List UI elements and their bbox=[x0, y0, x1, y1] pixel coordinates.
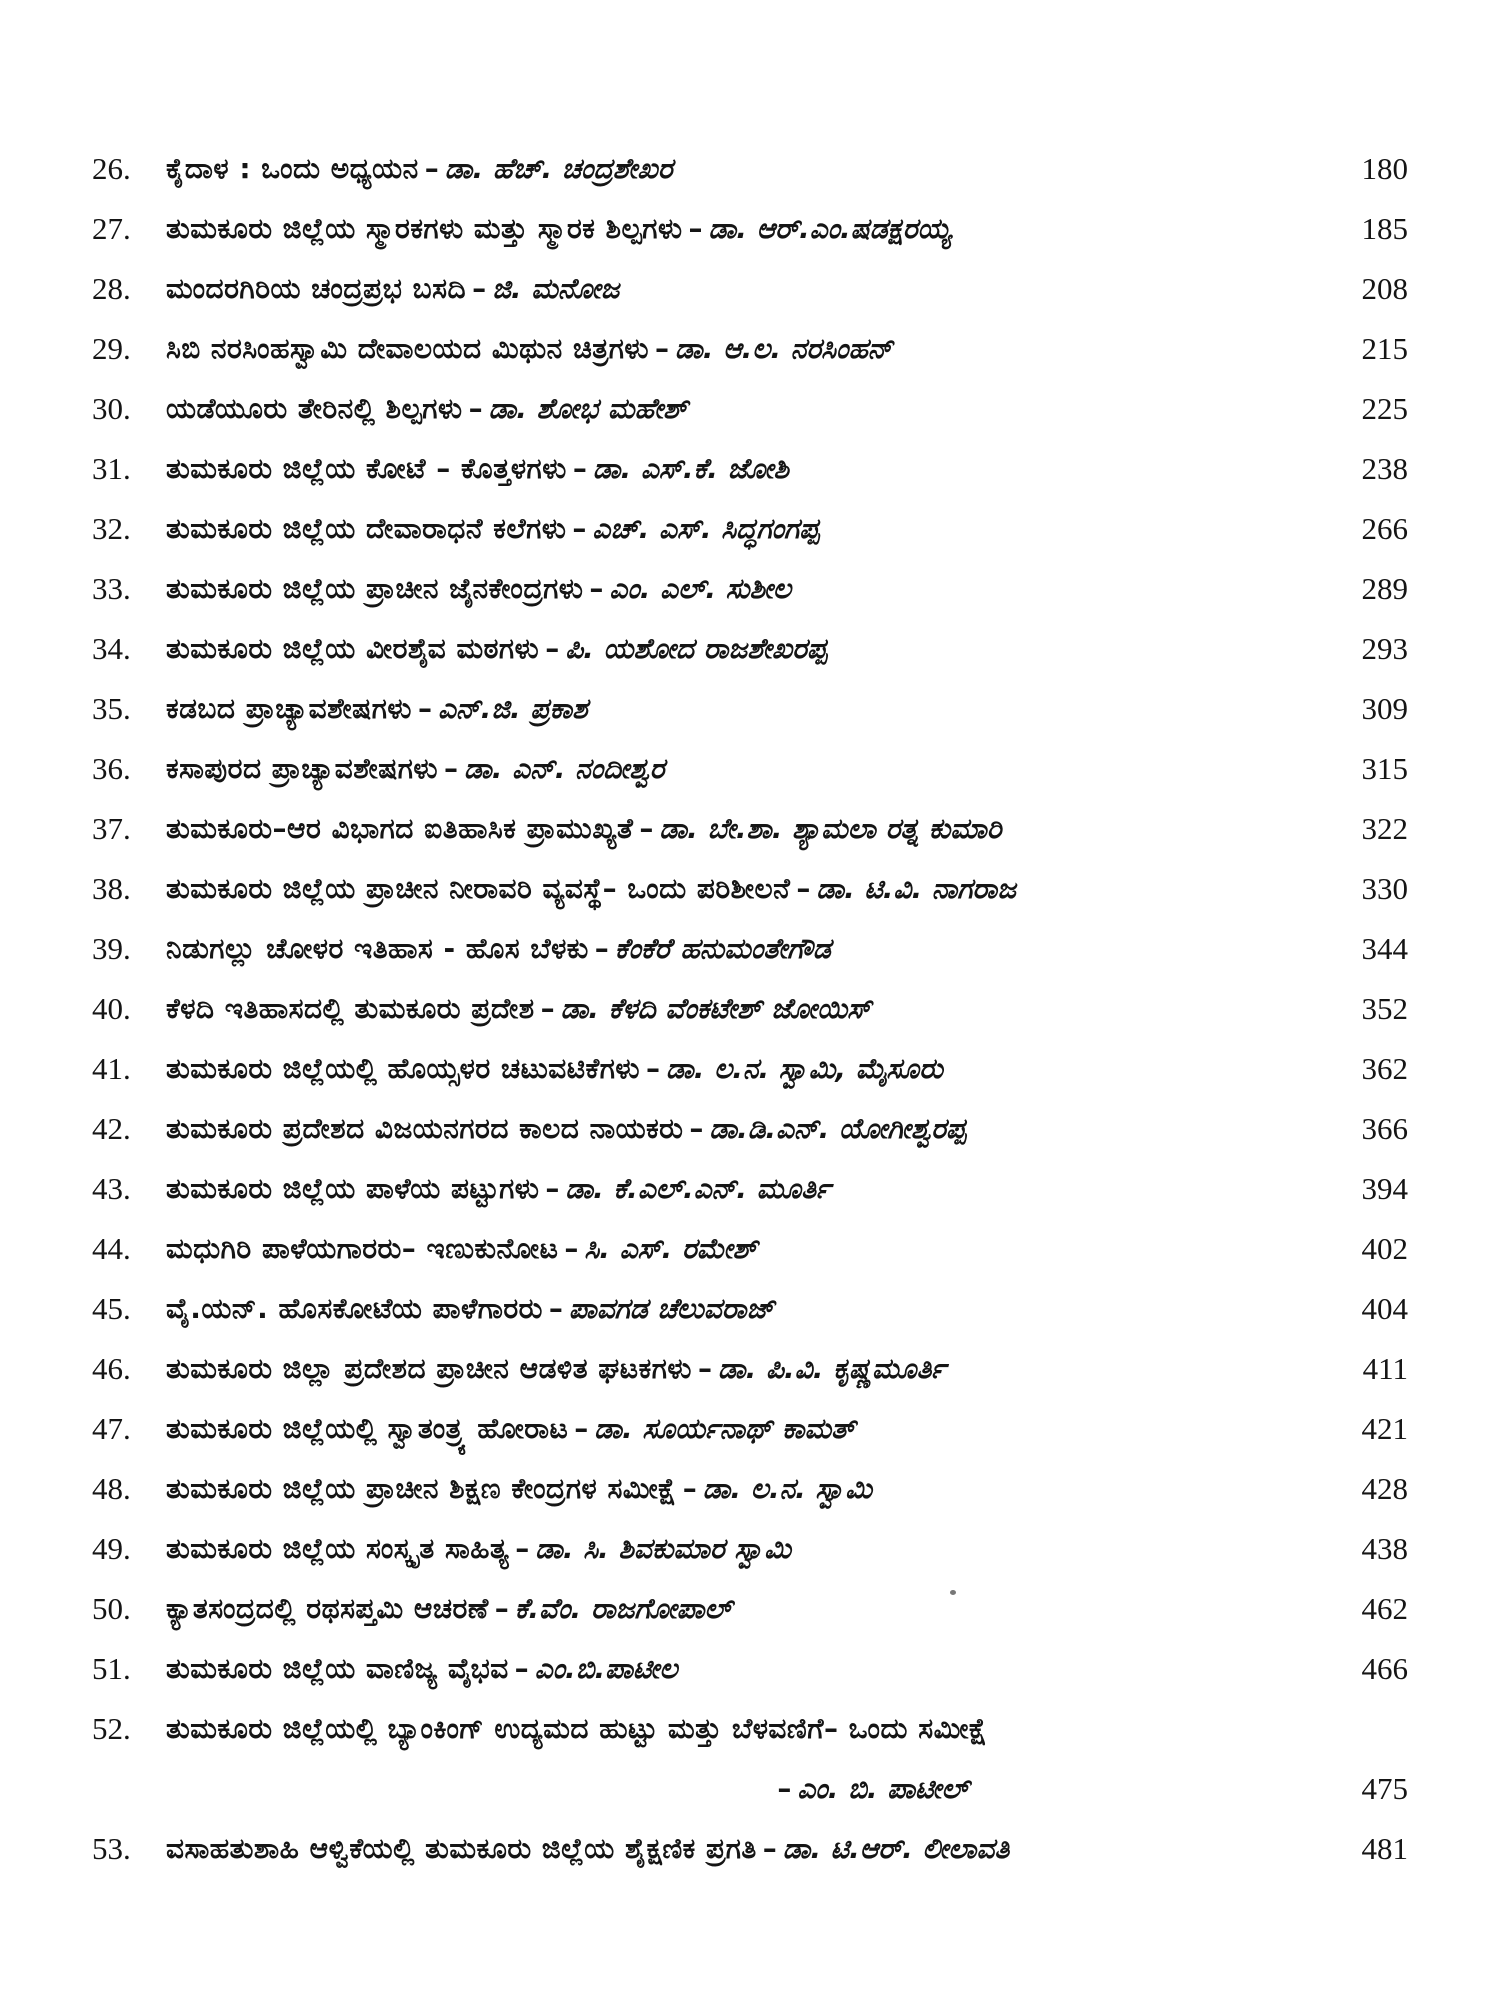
entry-title: ತುಮಕೂರು ಜಿಲ್ಲೆಯ ಸ್ಮಾರಕಗಳು ಮತ್ತು ಸ್ಮಾರಕ ಶಿಲ್ಪಗಳು bbox=[166, 212, 683, 245]
toc-entry bbox=[0, 1639, 1500, 1699]
toc-entry bbox=[0, 379, 1500, 439]
entry-number: 52. bbox=[92, 1711, 131, 1746]
entry-page-number: 215 bbox=[1361, 331, 1408, 366]
toc-entry bbox=[0, 919, 1500, 979]
entry-page-number: 309 bbox=[1361, 691, 1408, 726]
entry-number: 39. bbox=[92, 931, 131, 966]
toc-entry-52 bbox=[0, 1699, 1500, 1759]
entry-page-number: 238 bbox=[1361, 451, 1408, 486]
entry-page-number: 404 bbox=[1361, 1291, 1408, 1326]
entry-author: ಡಾ. ಶೋಭ ಮಹೇಶ್ bbox=[488, 392, 688, 425]
entry-page-number: 402 bbox=[1361, 1231, 1408, 1266]
toc-entry bbox=[0, 139, 1500, 199]
entry-number: 33. bbox=[92, 571, 131, 606]
entry-author: ಎನ್.ಜಿ. ಪ್ರಕಾಶ bbox=[437, 692, 588, 725]
entry-author: ಡಾ. ಲ.ನ. ಸ್ವಾಮಿ, ಮೈಸೂರು bbox=[666, 1052, 943, 1085]
entry-author: ಡಾ. ಟಿ.ಆರ್. ಲೀಲಾವತಿ bbox=[782, 1832, 1010, 1865]
toc-entry-53 bbox=[0, 1819, 1500, 1879]
entry-author: ಡಾ. ಕೆ.ಎಲ್.ಎನ್. ಮೂರ್ತಿ bbox=[565, 1172, 831, 1205]
entry-page-number: 475 bbox=[1361, 1771, 1408, 1806]
toc-entry bbox=[0, 1399, 1500, 1459]
entry-separator: – bbox=[777, 1772, 792, 1805]
entry-page-number: 466 bbox=[1361, 1651, 1408, 1686]
entry-title: ಮಧುಗಿರಿ ಪಾಳೆಯಗಾರರು– ಇಣುಕುನೋಟ bbox=[166, 1232, 559, 1265]
entry-title: ವಸಾಹತುಶಾಹಿ ಆಳ್ವಿಕೆಯಲ್ಲಿ ತುಮಕೂರು ಜಿಲ್ಲೆಯ ಶೈಕ್ಷಣಿಕ ಪ್ರಗತಿ bbox=[166, 1832, 757, 1865]
entry-author: ಎಂ. ಎಲ್. ಸುಶೀಲ bbox=[609, 572, 792, 605]
entry-separator: – bbox=[472, 272, 487, 305]
toc-entry bbox=[0, 1519, 1500, 1579]
entry-title: ಕಡಬದ ಪ್ರಾಚ್ಯಾವಶೇಷಗಳು bbox=[166, 692, 412, 725]
entry-separator: – bbox=[572, 512, 587, 545]
toc-entry bbox=[0, 1219, 1500, 1279]
entry-number: 28. bbox=[92, 271, 131, 306]
toc-entry bbox=[0, 619, 1500, 679]
entry-title: ಮಂದರಗಿರಿಯ ಚಂದ್ರಪ್ರಭ ಬಸದಿ bbox=[166, 272, 467, 305]
toc-entry bbox=[0, 1159, 1500, 1219]
entry-number: 45. bbox=[92, 1291, 131, 1326]
entry-author: ಡಾ. ಲ.ನ. ಸ್ವಾಮಿ bbox=[702, 1472, 873, 1505]
entry-title: ತುಮಕೂರು ಜಿಲ್ಲೆಯ ದೇವಾರಾಧನೆ ಕಲೆಗಳು bbox=[166, 512, 567, 545]
entry-number: 32. bbox=[92, 511, 131, 546]
entry-title: ಯಡೆಯೂರು ತೇರಿನಲ್ಲಿ ಶಿಲ್ಪಗಳು bbox=[166, 392, 463, 425]
entry-number: 44. bbox=[92, 1231, 131, 1266]
entry-page-number: 428 bbox=[1361, 1471, 1408, 1506]
entry-title: ತುಮಕೂರು ಜಿಲ್ಲೆಯ ಪ್ರಾಚೀನ ಜೈನಕೇಂದ್ರಗಳು bbox=[166, 572, 584, 605]
entry-title: ತುಮಕೂರು ಜಿಲ್ಲೆಯ ಪಾಳೆಯ ಪಟ್ಟುಗಳು bbox=[166, 1172, 540, 1205]
entry-title: ಕೆಳದಿ ಇತಿಹಾಸದಲ್ಲಿ ತುಮಕೂರು ಪ್ರದೇಶ bbox=[166, 992, 535, 1025]
entry-author: ಡಾ.ಡಿ.ಎನ್. ಯೋಗೀಶ್ವರಪ್ಪ bbox=[709, 1112, 967, 1145]
entry-title: ಕಸಾಪುರದ ಪ್ರಾಚ್ಯಾವಶೇಷಗಳು bbox=[166, 752, 439, 785]
entry-author: ಜಿ. ಮನೋಜ bbox=[492, 272, 620, 305]
entry-separator: – bbox=[540, 992, 555, 1025]
entry-separator: – bbox=[548, 1292, 563, 1325]
entry-number: 43. bbox=[92, 1171, 131, 1206]
entry-page-number: 180 bbox=[1361, 151, 1408, 186]
entry-separator: – bbox=[697, 1352, 712, 1385]
entry-author: ಕೆ.ವೆಂ. ರಾಜಗೋಪಾಲ್ bbox=[514, 1592, 732, 1625]
entry-number: 49. bbox=[92, 1531, 131, 1566]
entry-separator: – bbox=[572, 452, 587, 485]
entry-page-number: 293 bbox=[1361, 631, 1408, 666]
entry-author: ಎಂ.ಬಿ.ಪಾಟೀಲ bbox=[534, 1652, 678, 1685]
toc-entry bbox=[0, 319, 1500, 379]
toc-entry bbox=[0, 1039, 1500, 1099]
toc-entry bbox=[0, 739, 1500, 799]
entry-author: ಡಾ. ಪಿ.ವಿ. ಕೃಷ್ಣಮೂರ್ತಿ bbox=[717, 1352, 946, 1385]
entry-number: 41. bbox=[92, 1051, 131, 1086]
toc-entry bbox=[0, 1279, 1500, 1339]
entry-title: ತುಮಕೂರು ಜಿಲ್ಲೆಯ ವೀರಶೈವ ಮಠಗಳು bbox=[166, 632, 540, 665]
entry-separator: – bbox=[564, 1232, 579, 1265]
entry-separator: – bbox=[594, 932, 609, 965]
entry-title: ತುಮಕೂರು ಜಿಲ್ಲೆಯ ವಾಣಿಜ್ಯ ವೈಭವ bbox=[166, 1652, 509, 1685]
toc-entry bbox=[0, 499, 1500, 559]
entry-title: ಕೈದಾಳ : ಒಂದು ಅಧ್ಯಯನ bbox=[166, 152, 419, 185]
entry-page-number: 462 bbox=[1361, 1591, 1408, 1626]
entry-page-number: 394 bbox=[1361, 1171, 1408, 1206]
entry-page-number: 344 bbox=[1361, 931, 1408, 966]
entry-separator: – bbox=[444, 752, 459, 785]
toc-entry bbox=[0, 859, 1500, 919]
entry-number: 47. bbox=[92, 1411, 131, 1446]
entry-author: ಪಾವಗಡ ಚೆಲುವರಾಜ್ bbox=[568, 1292, 775, 1325]
entry-title: ಕ್ಯಾತಸಂದ್ರದಲ್ಲಿ ರಥಸಪ್ತಮಿ ಆಚರಣೆ bbox=[166, 1592, 489, 1625]
entry-number: 29. bbox=[92, 331, 131, 366]
toc-entry bbox=[0, 199, 1500, 259]
entry-page-number: 185 bbox=[1361, 211, 1408, 246]
entry-title: ತುಮಕೂರು ಜಿಲ್ಲೆಯಲ್ಲಿ ಹೊಯ್ಸಳರ ಚಟುವಟಿಕೆಗಳು bbox=[166, 1052, 640, 1085]
entry-page-number: 421 bbox=[1361, 1411, 1408, 1446]
entry-separator: – bbox=[762, 1832, 777, 1865]
entry-number: 26. bbox=[92, 151, 131, 186]
entry-title: ತುಮಕೂರು ಜಿಲ್ಲೆಯ ಪ್ರಾಚೀನ ಶಿಕ್ಷಣ ಕೇಂದ್ರಗಳ ಸಮೀಕ್ಷೆ bbox=[166, 1472, 677, 1505]
entry-separator: – bbox=[514, 1652, 529, 1685]
entry-separator: – bbox=[688, 212, 703, 245]
entry-page-number: 225 bbox=[1361, 391, 1408, 426]
entry-separator: – bbox=[417, 692, 432, 725]
entry-number: 50. bbox=[92, 1591, 131, 1626]
entry-number: 51. bbox=[92, 1651, 131, 1686]
entry-separator: – bbox=[494, 1592, 509, 1625]
entry-author: ಡಾ. ಆ.ಲ. ನರಸಿಂಹನ್ bbox=[675, 332, 893, 365]
entry-author: ಡಾ. ಕೆಳದಿ ವೆಂಕಟೇಶ್ ಜೋಯಿಸ್ bbox=[560, 992, 872, 1025]
entry-separator: – bbox=[468, 392, 483, 425]
entry-title: ತುಮಕೂರು ಜಿಲ್ಲೆಯಲ್ಲಿ ಬ್ಯಾಂಕಿಂಗ್ ಉದ್ಯಮದ ಹುಟ್ಟು ಮತ್ತು ಬೆಳವಣಿಗೆ– ಒಂದು ಸಮೀಕ್ಷೆ bbox=[166, 1712, 988, 1745]
entry-separator: – bbox=[682, 1472, 697, 1505]
entry-page-number: 266 bbox=[1361, 511, 1408, 546]
entry-page-number: 352 bbox=[1361, 991, 1408, 1026]
entry-page-number: 481 bbox=[1361, 1831, 1408, 1866]
entry-author: ಎಂ. ಬಿ. ಪಾಟೀಲ್ bbox=[797, 1772, 969, 1805]
entry-title: ಸಿಬಿ ನರಸಿಂಹಸ್ವಾಮಿ ದೇವಾಲಯದ ಮಿಥುನ ಚಿತ್ರಗಳು bbox=[166, 332, 650, 365]
entry-number: 34. bbox=[92, 631, 131, 666]
entry-separator: – bbox=[639, 812, 654, 845]
entry-number: 35. bbox=[92, 691, 131, 726]
toc-entry bbox=[0, 1099, 1500, 1159]
entry-page-number: 411 bbox=[1362, 1351, 1408, 1386]
entry-page-number: 362 bbox=[1361, 1051, 1408, 1086]
entry-number: 42. bbox=[92, 1111, 131, 1146]
entry-number: 31. bbox=[92, 451, 131, 486]
entry-separator: – bbox=[545, 632, 560, 665]
entry-author: ಡಾ. ಆರ್.ಎಂ.ಷಡಕ್ಷರಯ್ಯ bbox=[708, 212, 952, 245]
entry-number: 37. bbox=[92, 811, 131, 846]
entry-author: ಡಾ. ಎನ್. ನಂದೀಶ್ವರ bbox=[464, 752, 665, 785]
entry-separator: – bbox=[515, 1532, 530, 1565]
entry-number: 36. bbox=[92, 751, 131, 786]
print-speck bbox=[950, 1590, 956, 1595]
toc-entry bbox=[0, 679, 1500, 739]
toc-entry bbox=[0, 799, 1500, 859]
entry-number: 27. bbox=[92, 211, 131, 246]
entry-title: ತುಮಕೂರು–ಆರ ವಿಭಾಗದ ಐತಿಹಾಸಿಕ ಪ್ರಾಮುಖ್ಯತೆ bbox=[166, 812, 634, 845]
entry-author: ಡಾ. ಎಸ್.ಕೆ. ಜೋಶಿ bbox=[592, 452, 789, 485]
entry-page-number: 208 bbox=[1361, 271, 1408, 306]
entry-number: 46. bbox=[92, 1351, 131, 1386]
entry-author: ಡಾ. ಬೇ.ಶಾ. ಶ್ಯಾಮಲಾ ರತ್ನ ಕುಮಾರಿ bbox=[659, 812, 1002, 845]
entry-author: ಡಾ. ಸಿ. ಶಿವಕುಮಾರ ಸ್ವಾಮಿ bbox=[535, 1532, 791, 1565]
entry-title: ತುಮಕೂರು ಜಿಲ್ಲೆಯ ಪ್ರಾಚೀನ ನೀರಾವರಿ ವ್ಯವಸ್ಥೆ– ಒಂದು ಪರಿಶೀಲನೆ bbox=[166, 872, 791, 905]
toc-list bbox=[0, 139, 1500, 1879]
entry-title: ತುಮಕೂರು ಜಿಲ್ಲೆಯಲ್ಲಿ ಸ್ವಾತಂತ್ರ್ಯ ಹೋರಾಟ bbox=[166, 1412, 569, 1445]
entry-title: ತುಮಕೂರು ಪ್ರದೇಶದ ವಿಜಯನಗರದ ಕಾಲದ ನಾಯಕರು bbox=[166, 1112, 684, 1145]
entry-separator: – bbox=[574, 1412, 589, 1445]
entry-author: ಡಾ. ಟಿ.ವಿ. ನಾಗರಾಜ bbox=[816, 872, 1016, 905]
toc-entry bbox=[0, 1339, 1500, 1399]
entry-number: 38. bbox=[92, 871, 131, 906]
entry-page-number: 438 bbox=[1361, 1531, 1408, 1566]
entry-author: ಸಿ. ಎಸ್. ರಮೇಶ್ bbox=[584, 1232, 757, 1265]
entry-number: 40. bbox=[92, 991, 131, 1026]
entry-title: ವೈ.ಯನ್. ಹೊಸಕೋಟೆಯ ಪಾಳೆಗಾರರು bbox=[166, 1292, 543, 1325]
entry-page-number: 330 bbox=[1361, 871, 1408, 906]
entry-author: ಡಾ. ಸೂರ್ಯನಾಥ್ ಕಾಮತ್ bbox=[594, 1412, 855, 1445]
entry-separator: – bbox=[545, 1172, 560, 1205]
entry-separator: – bbox=[796, 872, 811, 905]
entry-separator: – bbox=[689, 1112, 704, 1145]
entry-title: ತುಮಕೂರು ಜಿಲ್ಲೆಯ ಸಂಸ್ಕೃತ ಸಾಹಿತ್ಯ bbox=[166, 1532, 510, 1565]
entry-author: ಎಚ್. ಎಸ್. ಸಿದ್ಧಗಂಗಪ್ಪ bbox=[592, 512, 820, 545]
entry-title: ತುಮಕೂರು ಜಿಲ್ಲೆಯ ಕೋಟೆ – ಕೊತ್ತಳಗಳು bbox=[166, 452, 567, 485]
entry-author: ಕೆಂಕೆರೆ ಹನುಮಂತೇಗೌಡ bbox=[614, 932, 831, 965]
toc-entry bbox=[0, 979, 1500, 1039]
toc-entry-52-continuation bbox=[0, 1759, 1500, 1819]
toc-entry bbox=[0, 1459, 1500, 1519]
entry-separator: – bbox=[589, 572, 604, 605]
entry-number: 48. bbox=[92, 1471, 131, 1506]
entry-number: 53. bbox=[92, 1831, 131, 1866]
entry-separator: – bbox=[646, 1052, 660, 1085]
toc-entry bbox=[0, 1579, 1500, 1639]
entry-number: 30. bbox=[92, 391, 131, 426]
entry-page-number: 289 bbox=[1361, 571, 1408, 606]
entry-author: ಪಿ. ಯಶೋದ ರಾಜಶೇಖರಪ್ಪ bbox=[565, 632, 828, 665]
entry-author: ಡಾ. ಹೆಚ್. ಚಂದ್ರಶೇಖರ bbox=[444, 152, 673, 185]
entry-page-number: 322 bbox=[1361, 811, 1408, 846]
entry-title: ತುಮಕೂರು ಜಿಲ್ಲಾ ಪ್ರದೇಶದ ಪ್ರಾಚೀನ ಆಡಳಿತ ಘಟಕಗಳು bbox=[166, 1352, 692, 1385]
entry-page-number: 366 bbox=[1361, 1111, 1408, 1146]
entry-separator: – bbox=[424, 152, 439, 185]
entry-title: ನಿಡುಗಲ್ಲು ಚೋಳರ ಇತಿಹಾಸ - ಹೊಸ ಬೆಳಕು bbox=[166, 932, 589, 965]
entry-page-number: 315 bbox=[1361, 751, 1408, 786]
toc-entry bbox=[0, 259, 1500, 319]
toc-entry bbox=[0, 559, 1500, 619]
entry-separator: – bbox=[655, 332, 670, 365]
toc-entry bbox=[0, 439, 1500, 499]
